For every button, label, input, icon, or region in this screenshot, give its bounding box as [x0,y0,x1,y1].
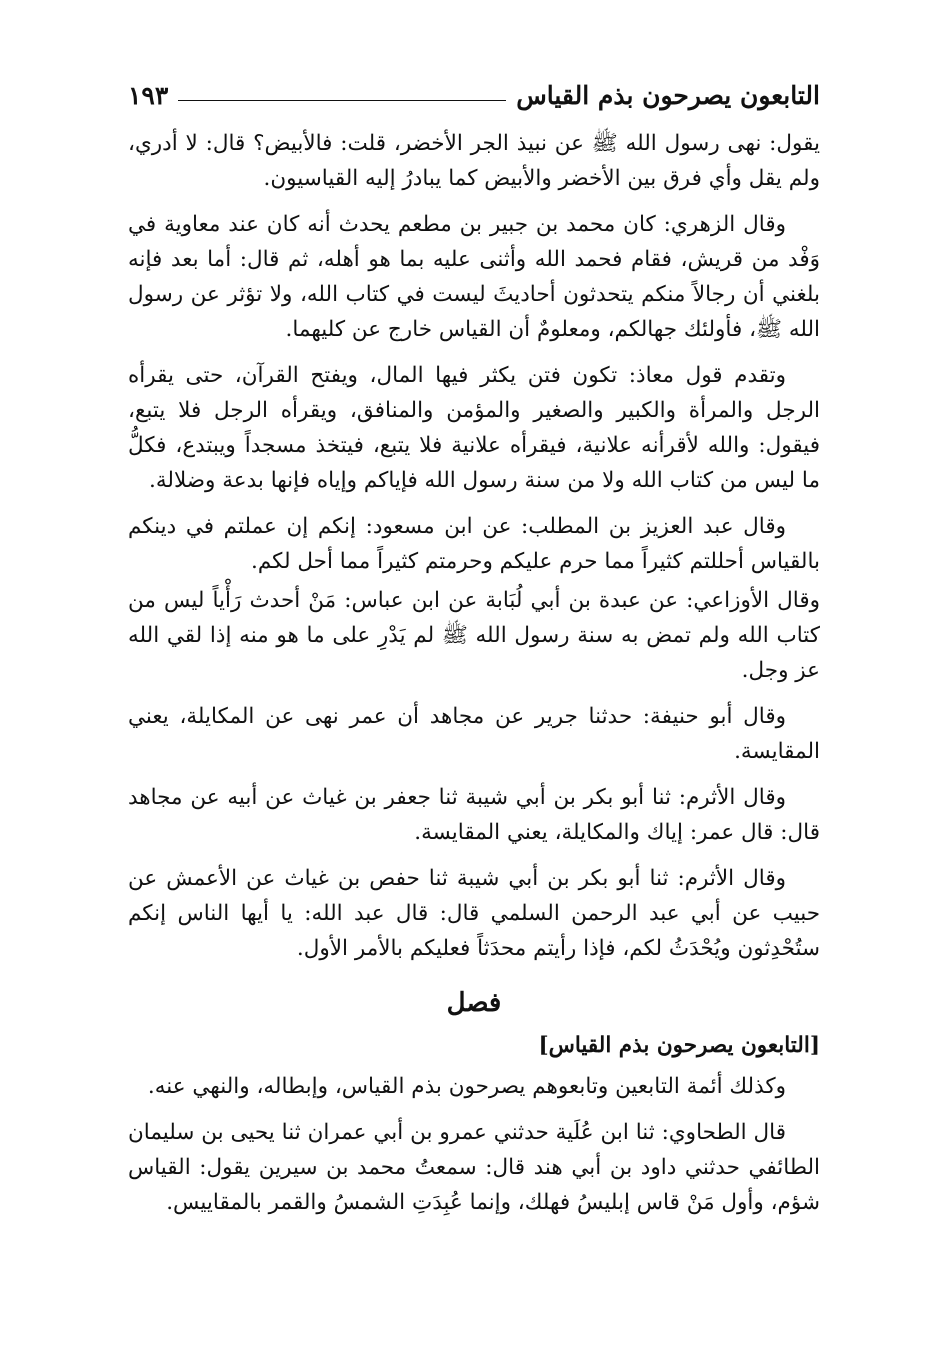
paragraph: وقال الأثرم: ثنا أبو بكر بن أبي شيبة ثنا جعفر بن غياث عن أبيه عن مجاهد قال: قال عمر: إياك والمكايلة، يعني المقايسة. [128,785,820,845]
paragraph: يقول: نهى رسول الله ﷺ عن نبيذ الجر الأخضر، قلت: فالأبيض؟ قال: لا أدري، ولم يقل وأي فرق بين الأخضر والأبيض كما يبادرُ إليه القياسيون. [128,131,820,191]
paragraph: وقال عبد العزيز بن المطلب: عن ابن مسعود: إنكم إن عملتم في دينكم بالقياس أحللتم كثيراً مما حرم عليكم وحرمتم كثيراً مما أحل لكم. [128,514,820,574]
section-subheading: [التابعون يصرحون بذم القياس] [538,1033,820,1058]
paragraph: وقال الأثرم: ثنا أبو بكر بن أبي شيبة ثنا حفص بن غياث عن الأعمش عن حبيب عن أبي عبد الرحمن السلمي قال: قال عبد الله: يا أيها الناس إنكم ستُحْدِثون ويُحْدَثُ لكم، فإذا رأيتم محدَثاً فعليكم بالأمر الأول. [128,866,820,961]
paragraph: وقال الأوزاعي: عن عبدة بن أبي لُبَابة عن ابن عباس: مَنْ أحدث رَأْياً ليس من كتاب الله ولم تمض به سنة رسول الله ﷺ لم يَدْرِ على ما هو منه إذا لقي الله عز وجل. [128,588,820,683]
paragraph: وتقدم قول معاذ: تكون فتن يكثر فيها المال، ويفتح القرآن، حتى يقرأه الرجل والمرأة والكبير والصغير والمؤمن والمنافق، ويقرأه الرجل فلا يتبع، فيقول: والله لأقرأنه علانية، فيقرأه علانية فلا يتبع، فيتخذ مسجداً ويبتدع، فكلُّ ما ليس من كتاب الله ولا من سنة رسول الله فإياكم وإياه فإنها بدعة وضلالة. [128,363,820,493]
running-title: التابعون يصرحون بذم القياس [516,80,820,110]
page-number: ١٩٣ [128,80,169,110]
header-rule [178,100,506,101]
paragraph: وقال الزهري: كان محمد بن جبير بن مطعم يحدث أنه كان عند معاوية في وَفْد من قريش، فقام فحمد الله وأثنى عليه بما هو أهله، ثم قال: أما بعد فإنه بلغني أن رجالاً منكم يتحدثون أحاديثَ ليست في كتاب الله، ولا تؤثر عن رسول الله ﷺ، فأولئك جهالكم، ومعلومٌ أن القياس خارج عن كليهما. [128,212,820,342]
paragraph: قال الطحاوي: ثنا ابن عُلَية حدثني عمرو بن أبي عمران ثنا يحيى بن سليمان الطائفي حدثني داود بن أبي هند قال: سمعتُ محمد بن سيرين يقول: القياس شؤم، وأول مَنْ قاس إبليسُ فهلك، وإنما عُبِدَتِ الشمسُ والقمر بالمقاييس. [128,1120,820,1215]
running-header [128,76,820,114]
paragraph: وقال أبو حنيفة: حدثنا جرير عن مجاهد أن عمر نهى عن المكايلة، يعني المقايسة. [128,704,820,764]
paragraph: وكذلك أئمة التابعين وتابعوهم يصرحون بذم القياس، وإبطاله، والنهي عنه. [147,1074,786,1099]
section-title: فصل [446,988,502,1018]
